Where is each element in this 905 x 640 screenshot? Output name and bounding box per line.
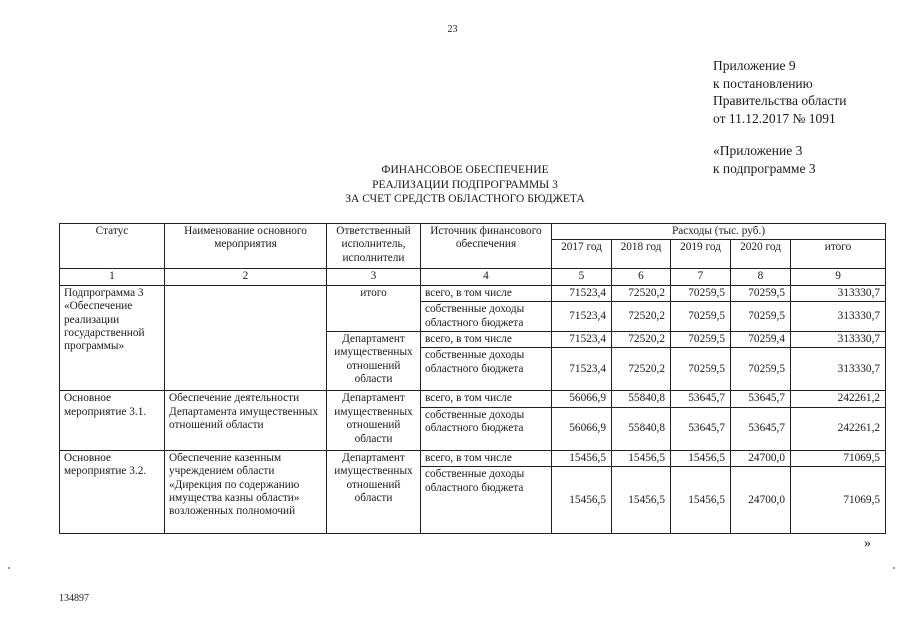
value-cell: 71069,5 (791, 450, 886, 466)
value-cell: 70259,5 (731, 302, 791, 332)
value-cell: 71523,4 (552, 332, 612, 348)
value-cell: 71523,4 (552, 285, 612, 301)
document-title (200, 163, 730, 207)
col-number: 5 (552, 269, 612, 285)
appendix-block (713, 57, 846, 177)
value-cell: 15456,5 (671, 450, 731, 466)
page-number: 23 (447, 24, 458, 35)
value-cell: 53645,7 (731, 407, 791, 450)
appendix-line: Приложение 9 (713, 58, 796, 73)
value-cell: 313330,7 (791, 302, 886, 332)
responsible-cell: Департамент имущественных отношений области (327, 450, 421, 533)
source-cell: всего, в том числе (421, 285, 552, 301)
col-number: 8 (731, 269, 791, 285)
value-cell: 71523,4 (552, 302, 612, 332)
value-cell: 15456,5 (671, 467, 731, 534)
source-cell: всего, в том числе (421, 450, 552, 466)
value-cell: 70259,5 (671, 285, 731, 301)
name-cell: Обеспечение казенным учреждением области «Дирекция по содержанию имущества казны области» возложенных полномочий (165, 450, 327, 533)
appendix-line: к подпрограмме 3 (713, 160, 816, 176)
appendix-line: Правительства области (713, 93, 847, 108)
value-cell: 70259,5 (731, 285, 791, 301)
value-cell: 56066,9 (552, 407, 612, 450)
source-cell: собственные доходы областного бюджета (421, 467, 552, 534)
value-cell: 53645,7 (671, 391, 731, 407)
value-cell: 24700,0 (731, 450, 791, 466)
responsible-cell: итого (327, 285, 421, 331)
financing-table (59, 223, 886, 534)
header-row (60, 224, 886, 240)
value-cell: 313330,7 (791, 332, 886, 348)
header-year: 2019 год (671, 240, 731, 269)
header-source: Источник финансового обеспечения (421, 224, 552, 269)
title-line: ФИНАНСОВОЕ ОБЕСПЕЧЕНИЕ (381, 164, 549, 176)
value-cell: 15456,5 (612, 450, 671, 466)
header-responsible: Ответственный исполнитель, исполнители (327, 224, 421, 269)
value-cell: 15456,5 (552, 450, 612, 466)
title-line: ЗА СЧЕТ СРЕДСТВ ОБЛАСТНОГО БЮДЖЕТА (345, 193, 585, 205)
name-cell: Обеспечение деятельности Департамента имущественных отношений области (165, 391, 327, 450)
value-cell: 72520,2 (612, 302, 671, 332)
value-cell: 53645,7 (671, 407, 731, 450)
status-cell: Основное мероприятие 3.2. (60, 450, 165, 533)
col-number: 6 (612, 269, 671, 285)
header-year: 2020 год (731, 240, 791, 269)
header-expenses: Расходы (тыс. руб.) (552, 224, 886, 240)
header-status: Статус (60, 224, 165, 269)
value-cell: 24700,0 (731, 467, 791, 534)
table-row (60, 450, 886, 466)
value-cell: 70259,4 (731, 332, 791, 348)
col-number: 9 (791, 269, 886, 285)
value-cell: 313330,7 (791, 348, 886, 391)
col-number: 3 (327, 269, 421, 285)
source-cell: собственные доходы областного бюджета (421, 407, 552, 450)
value-cell: 56066,9 (552, 391, 612, 407)
value-cell: 72520,2 (612, 285, 671, 301)
appendix-gap (713, 127, 846, 142)
value-cell: 53645,7 (731, 391, 791, 407)
value-cell: 15456,5 (552, 467, 612, 534)
source-cell: всего, в том числе (421, 391, 552, 407)
responsible-cell: Департамент имущественных отношений области (327, 332, 421, 391)
appendix-line: к постановлению (713, 75, 813, 91)
value-cell: 71523,4 (552, 348, 612, 391)
value-cell: 70259,5 (671, 302, 731, 332)
column-numbers-row (60, 269, 886, 285)
status-cell: Подпрограмма 3 «Обеспечение реализации государственной программы» (60, 285, 165, 391)
value-cell: 70259,5 (671, 332, 731, 348)
status-cell: Основное мероприятие 3.1. (60, 391, 165, 450)
value-cell: 71069,5 (791, 467, 886, 534)
source-cell: собственные доходы областного бюджета (421, 348, 552, 391)
name-cell (165, 285, 327, 391)
value-cell: 70259,5 (731, 348, 791, 391)
scan-dot (8, 567, 10, 569)
value-cell: 15456,5 (612, 467, 671, 534)
footer-code: 134897 (59, 593, 89, 604)
header-total: итого (791, 240, 886, 269)
col-number: 1 (60, 269, 165, 285)
appendix-line: от 11.12.2017 № 1091 (713, 110, 836, 126)
header-year: 2018 год (612, 240, 671, 269)
table-row (60, 285, 886, 301)
source-cell: всего, в том числе (421, 332, 552, 348)
value-cell: 70259,5 (671, 348, 731, 391)
header-year: 2017 год (552, 240, 612, 269)
value-cell: 242261,2 (791, 391, 886, 407)
title-line: РЕАЛИЗАЦИИ ПОДПРОГРАММЫ 3 (372, 178, 558, 191)
value-cell: 55840,8 (612, 391, 671, 407)
appendix-line: «Приложение 3 (713, 143, 803, 158)
value-cell: 72520,2 (612, 348, 671, 391)
header-name: Наименование основного мероприятия (165, 224, 327, 269)
col-number: 7 (671, 269, 731, 285)
value-cell: 242261,2 (791, 407, 886, 450)
scan-dot (893, 567, 895, 569)
table-row (60, 391, 886, 407)
col-number: 2 (165, 269, 327, 285)
responsible-cell: Департамент имущественных отношений области (327, 391, 421, 450)
source-cell: собственные доходы областного бюджета (421, 302, 552, 332)
closing-quote-mark: » (864, 536, 871, 551)
value-cell: 55840,8 (612, 407, 671, 450)
col-number: 4 (421, 269, 552, 285)
value-cell: 313330,7 (791, 285, 886, 301)
value-cell: 72520,2 (612, 332, 671, 348)
